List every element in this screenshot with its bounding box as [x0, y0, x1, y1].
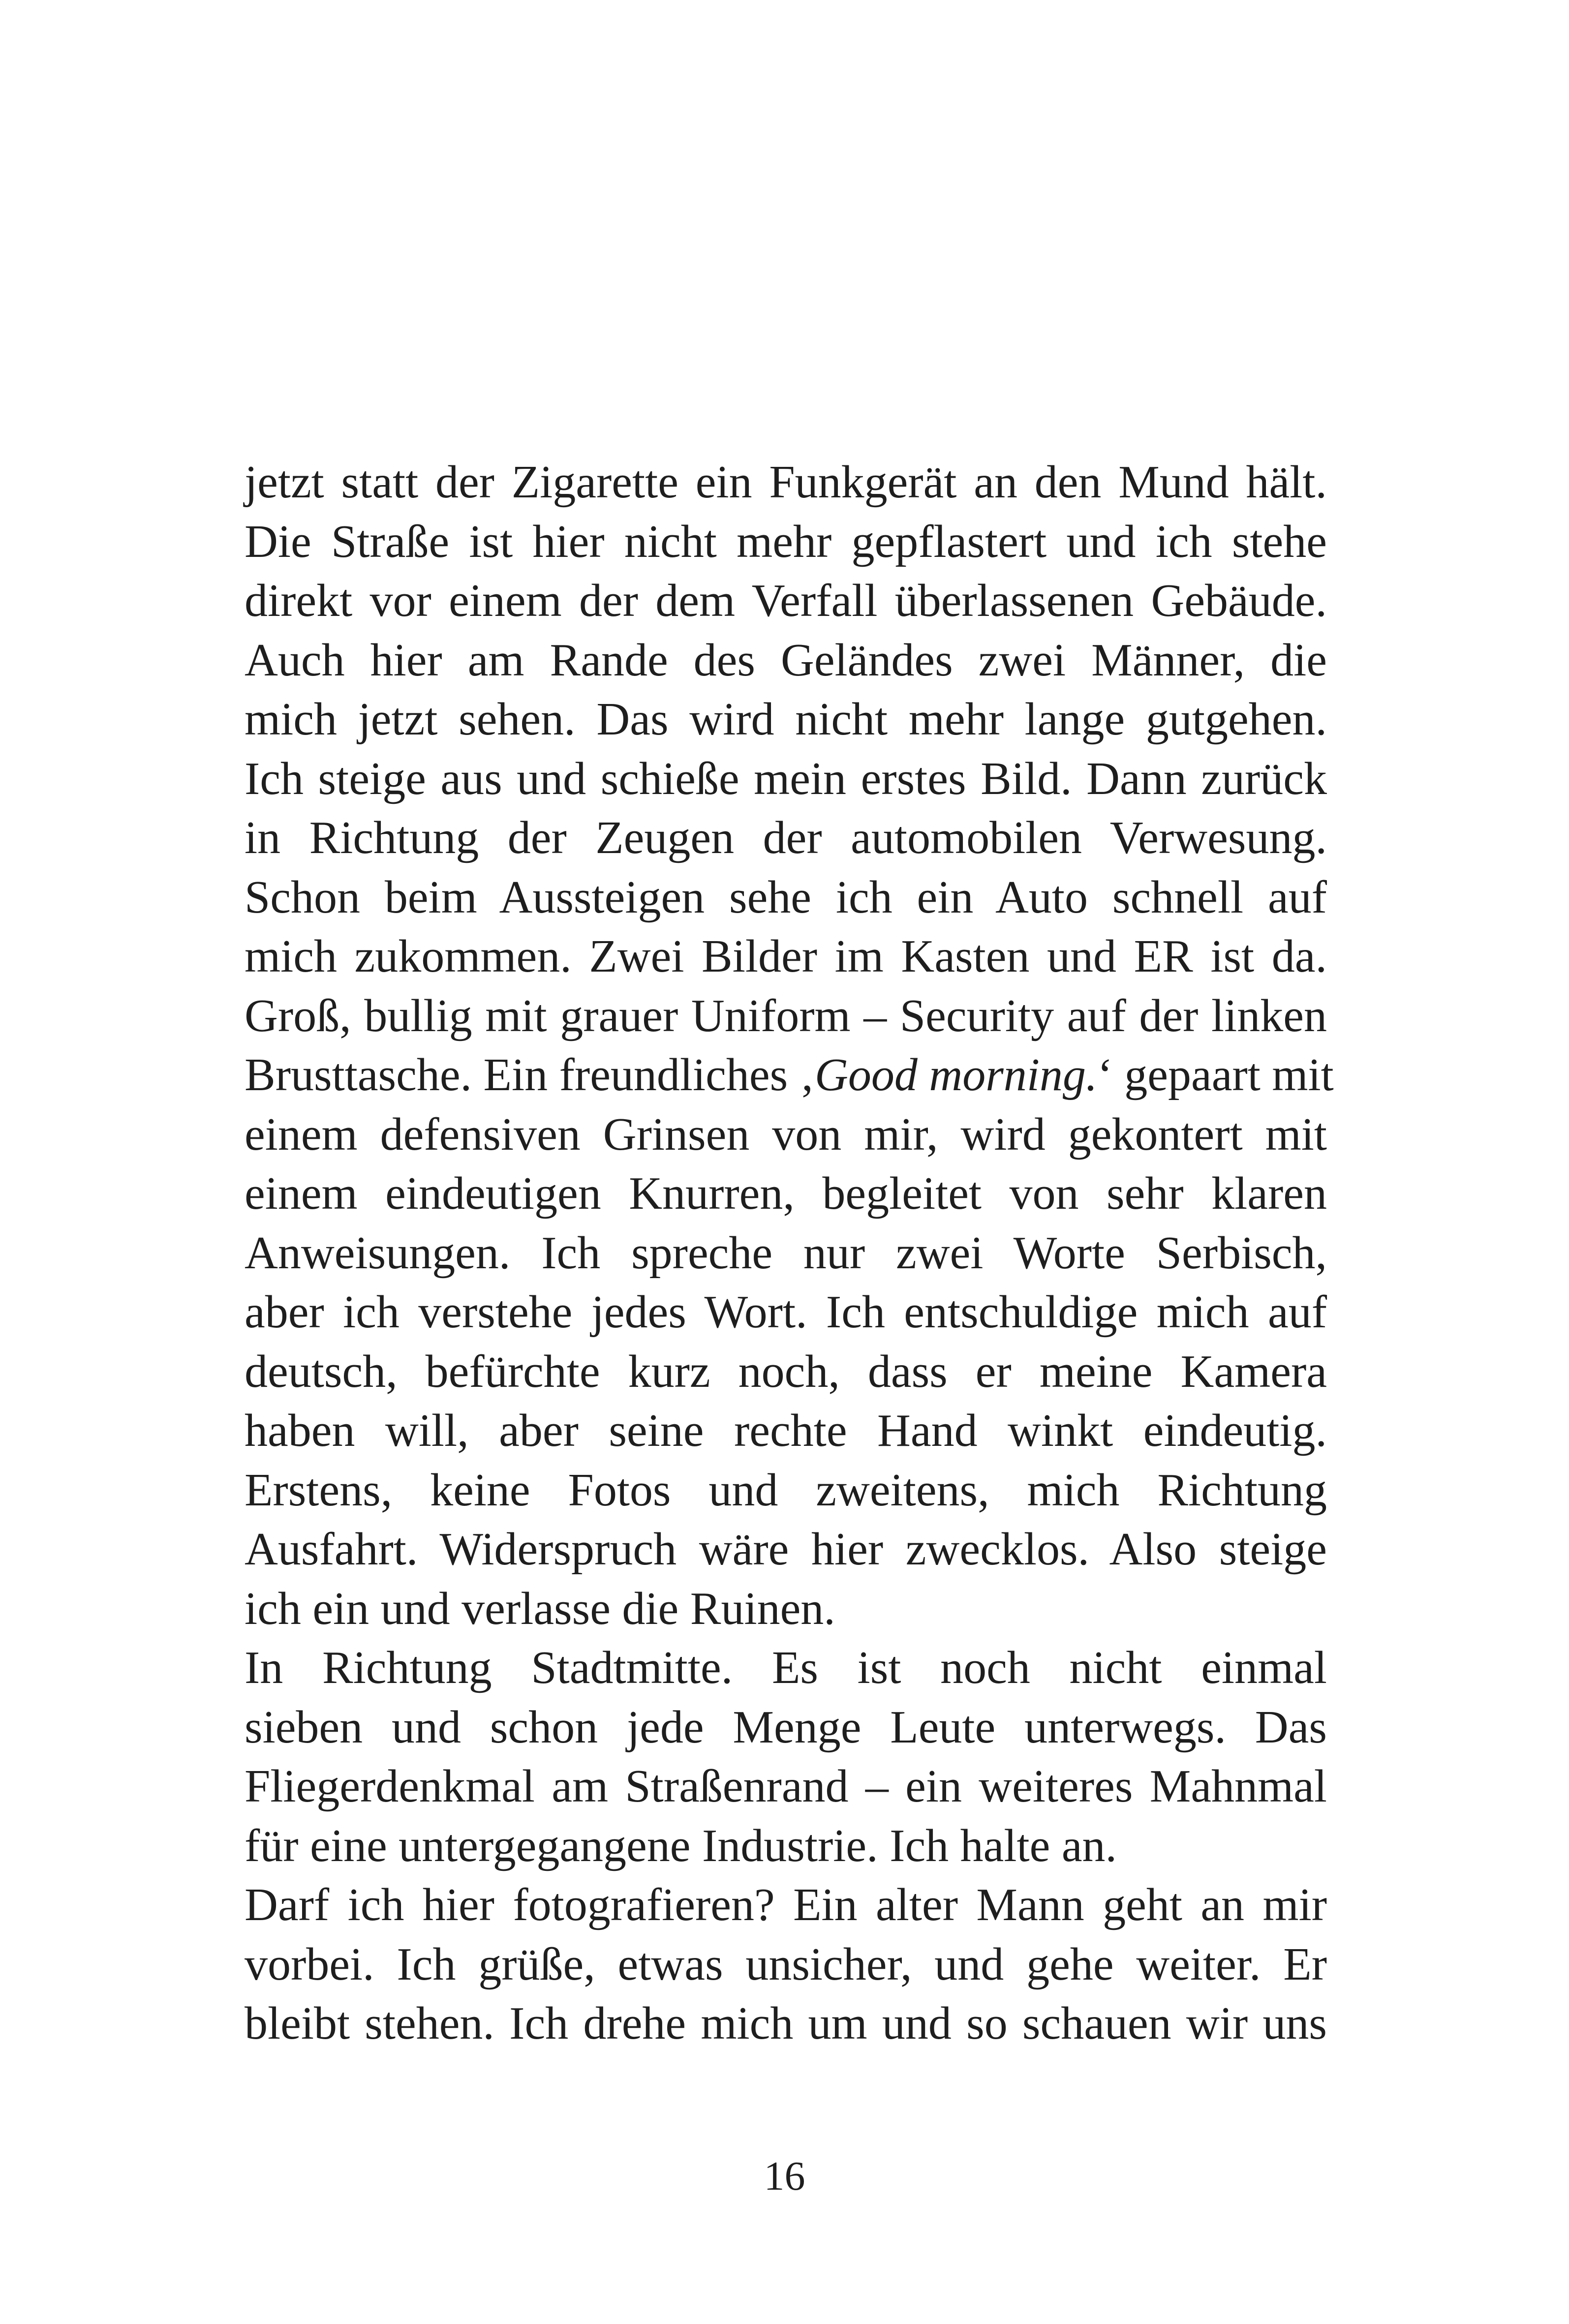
text-line: einem eindeutigen Knurren, begleitet von sehr klaren — [245, 1168, 1327, 1219]
text-line: Fliegerdenkmal am Straßenrand – ein weiteres Mahnmal — [245, 1761, 1327, 1812]
text-line: mich zukommen. Zwei Bilder im Kasten und ER ist da. — [245, 931, 1327, 982]
text-line: vorbei. Ich grüße, etwas unsicher, und gehe weiter. Er — [245, 1938, 1327, 1990]
text-line-with-italic — [245, 1045, 1334, 1105]
body-text — [245, 453, 1334, 2053]
page-number: 16 — [764, 2153, 805, 2199]
text-line: Ich steige aus und schieße mein erstes Bild. Dann zurück — [245, 753, 1327, 804]
text-line: in Richtung der Zeugen der automobilen Verwesung. — [245, 812, 1327, 863]
text-line: einem defensiven Grinsen von mir, wird gekontert mit — [245, 1108, 1327, 1160]
text-line: ich ein und verlasse die Ruinen. — [245, 1583, 835, 1634]
text-line: direkt vor einem der dem Verfall überlassenen Gebäude. — [245, 575, 1327, 626]
text-line: sieben und schon jede Menge Leute unterwegs. Das — [245, 1701, 1327, 1753]
text-line: Groß, bullig mit grauer Uniform – Security auf der linken — [245, 990, 1327, 1041]
text-line: Ausfahrt. Widerspruch wäre hier zwecklos. Also steige — [245, 1524, 1327, 1575]
text-line: haben will, aber seine rechte Hand winkt eindeutig. — [245, 1405, 1327, 1456]
text-line: für eine untergegangene Industrie. Ich halte an. — [245, 1820, 1117, 1871]
text-line: Die Straße ist hier nicht mehr gepflastert und ich stehe — [245, 516, 1327, 567]
text-line: jetzt statt der Zigarette ein Funkgerät an den Mund hält. — [245, 457, 1327, 508]
text-line: Schon beim Aussteigen sehe ich ein Auto schnell auf — [245, 871, 1327, 923]
italic-phrase: Good morning. — [814, 1049, 1098, 1101]
text-line: mich jetzt sehen. Das wird nicht mehr lange gutgehen. — [245, 694, 1327, 745]
text-line: Erstens, keine Fotos und zweitens, mich Richtung — [245, 1464, 1327, 1516]
text-line: In Richtung Stadtmitte. Es ist noch nicht einmal — [245, 1642, 1327, 1693]
text-line: bleibt stehen. Ich drehe mich um und so schauen wir uns — [245, 1998, 1327, 2049]
text-segment: ‘ gepaart mit — [1097, 1049, 1334, 1101]
text-segment: Brusttasche. Ein freundliches ‚ — [245, 1049, 815, 1101]
text-line: Anweisungen. Ich spreche nur zwei Worte Serbisch, — [245, 1227, 1327, 1279]
text-line: aber ich verstehe jedes Wort. Ich entschuldige mich auf — [245, 1286, 1327, 1338]
text-line: Auch hier am Rande des Geländes zwei Männer, die — [245, 634, 1327, 686]
text-line: Darf ich hier fotografieren? Ein alter Mann geht an mir — [245, 1879, 1327, 1930]
text-line: deutsch, befürchte kurz noch, dass er meine Kamera — [245, 1345, 1327, 1397]
